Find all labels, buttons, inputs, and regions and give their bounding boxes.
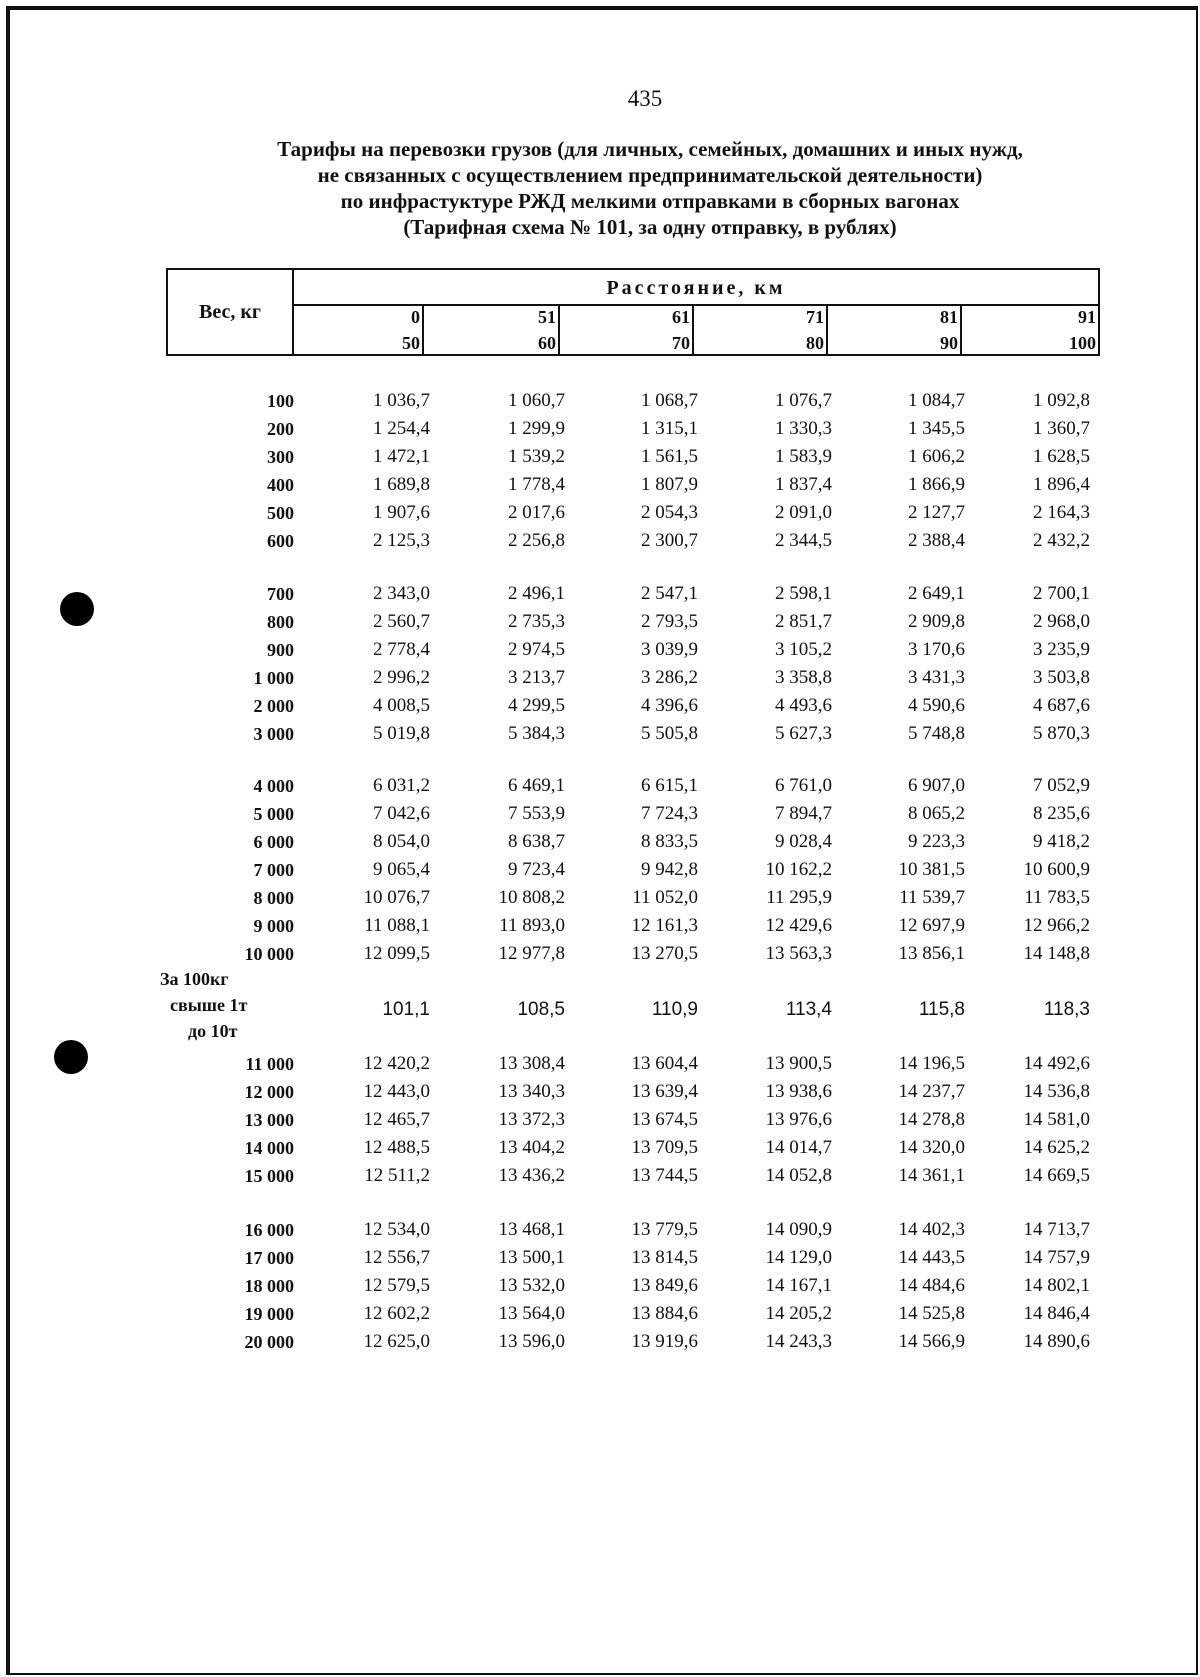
value-cell: 2 344,5 xyxy=(775,530,832,551)
table-row xyxy=(0,387,1200,415)
value-cell: 2 127,7 xyxy=(908,502,965,523)
value-cell: 12 443,0 xyxy=(363,1081,430,1102)
range-to: 90 xyxy=(940,333,958,353)
value-cell: 13 709,5 xyxy=(631,1137,698,1158)
value-cell: 1 360,7 xyxy=(1033,418,1090,439)
value-cell: 14 167,1 xyxy=(765,1275,832,1296)
title-line-2: не связанных с осуществлением предпринимательской деятельности) xyxy=(317,163,983,187)
value-cell: 115,8 xyxy=(918,999,965,1020)
value-cell: 2 974,5 xyxy=(508,639,565,660)
table-row xyxy=(0,1300,1200,1328)
value-cell: 13 270,5 xyxy=(631,943,698,964)
value-cell: 4 590,6 xyxy=(908,695,965,716)
value-cell: 2 560,7 xyxy=(373,611,430,632)
value-cell: 1 299,9 xyxy=(508,418,565,439)
value-cell: 13 900,5 xyxy=(765,1053,832,1074)
value-cell: 3 213,7 xyxy=(508,667,565,688)
value-cell: 108,5 xyxy=(517,999,565,1020)
value-cell: 1 084,7 xyxy=(908,390,965,411)
table-row xyxy=(0,471,1200,499)
value-cell: 14 566,9 xyxy=(898,1331,965,1352)
value-cell: 6 761,0 xyxy=(775,775,832,796)
value-cell: 9 223,3 xyxy=(908,831,965,852)
range-to: 60 xyxy=(538,333,556,353)
table-row xyxy=(0,1244,1200,1272)
value-cell: 12 602,2 xyxy=(363,1303,430,1324)
table-row xyxy=(0,443,1200,471)
value-cell: 14 713,7 xyxy=(1023,1219,1090,1240)
weight-cell: 16 000 xyxy=(244,1220,294,1240)
value-cell: 13 814,5 xyxy=(631,1247,698,1268)
table-row xyxy=(0,884,1200,912)
weight-cell: 400 xyxy=(267,475,294,495)
value-cell: 14 014,7 xyxy=(765,1137,832,1158)
table-row xyxy=(0,1162,1200,1190)
table-row xyxy=(0,415,1200,443)
table-row xyxy=(0,1050,1200,1078)
value-cell: 1 254,4 xyxy=(373,418,430,439)
value-cell: 11 052,0 xyxy=(632,887,698,908)
document-title xyxy=(180,136,1120,240)
value-cell: 1 539,2 xyxy=(508,446,565,467)
value-cell: 14 090,9 xyxy=(765,1219,832,1240)
value-cell: 2 054,3 xyxy=(641,502,698,523)
weight-cell: 12 000 xyxy=(244,1082,294,1102)
table-header xyxy=(166,268,1100,356)
value-cell: 12 625,0 xyxy=(363,1331,430,1352)
table-row xyxy=(0,912,1200,940)
value-cell: 3 039,9 xyxy=(641,639,698,660)
value-cell: 2 547,1 xyxy=(641,583,698,604)
value-cell: 11 295,9 xyxy=(766,887,832,908)
table-row xyxy=(0,636,1200,664)
title-line-1: Тарифы на перевозки грузов (для личных, семейных, домашних и иных нужд, xyxy=(277,137,1023,161)
value-cell: 3 235,9 xyxy=(1033,639,1090,660)
value-cell: 13 919,6 xyxy=(631,1331,698,1352)
value-cell: 4 687,6 xyxy=(1033,695,1090,716)
value-cell: 1 068,7 xyxy=(641,390,698,411)
value-cell: 6 031,2 xyxy=(373,775,430,796)
value-cell: 110,9 xyxy=(651,999,698,1020)
value-cell: 14 361,1 xyxy=(898,1165,965,1186)
value-cell: 14 492,6 xyxy=(1023,1053,1090,1074)
weight-cell: 10 000 xyxy=(244,944,294,964)
value-cell: 2 256,8 xyxy=(508,530,565,551)
value-cell: 11 893,0 xyxy=(499,915,565,936)
range-header-5 xyxy=(962,304,1098,356)
range-from: 71 xyxy=(806,307,824,327)
value-cell: 13 849,6 xyxy=(631,1275,698,1296)
value-cell: 5 019,8 xyxy=(373,723,430,744)
value-cell: 14 237,7 xyxy=(898,1081,965,1102)
value-cell: 1 896,4 xyxy=(1033,474,1090,495)
value-cell: 13 884,6 xyxy=(631,1303,698,1324)
weight-cell: 8 000 xyxy=(253,888,294,908)
value-cell: 12 465,7 xyxy=(363,1109,430,1130)
value-cell: 2 968,0 xyxy=(1033,611,1090,632)
table-row xyxy=(0,940,1200,968)
range-to: 50 xyxy=(402,333,420,353)
value-cell: 14 278,8 xyxy=(898,1109,965,1130)
value-cell: 13 436,2 xyxy=(498,1165,565,1186)
value-cell: 2 598,1 xyxy=(775,583,832,604)
value-cell: 2 909,8 xyxy=(908,611,965,632)
per-100kg-line-3: до 10т xyxy=(188,1021,238,1041)
value-cell: 1 807,9 xyxy=(641,474,698,495)
value-cell: 1 628,5 xyxy=(1033,446,1090,467)
value-cell: 2 778,4 xyxy=(373,639,430,660)
value-cell: 2 700,1 xyxy=(1033,583,1090,604)
value-cell: 14 205,2 xyxy=(765,1303,832,1324)
value-cell: 14 525,8 xyxy=(898,1303,965,1324)
value-cell: 10 381,5 xyxy=(898,859,965,880)
value-cell: 2 735,3 xyxy=(508,611,565,632)
value-cell: 8 235,6 xyxy=(1033,803,1090,824)
value-cell: 9 418,2 xyxy=(1033,831,1090,852)
per-100kg-line-1: За 100кг xyxy=(160,969,229,989)
range-to: 80 xyxy=(806,333,824,353)
value-cell: 14 581,0 xyxy=(1023,1109,1090,1130)
value-cell: 2 851,7 xyxy=(775,611,832,632)
value-cell: 14 243,3 xyxy=(765,1331,832,1352)
value-cell: 13 674,5 xyxy=(631,1109,698,1130)
value-cell: 12 556,7 xyxy=(363,1247,430,1268)
weight-cell: 19 000 xyxy=(244,1304,294,1324)
value-cell: 3 170,6 xyxy=(908,639,965,660)
value-cell: 1 689,8 xyxy=(373,474,430,495)
per-100kg-row xyxy=(0,996,1200,1024)
value-cell: 6 615,1 xyxy=(641,775,698,796)
table-row xyxy=(0,580,1200,608)
value-cell: 1 092,8 xyxy=(1033,390,1090,411)
weight-cell: 300 xyxy=(267,447,294,467)
value-cell: 14 320,0 xyxy=(898,1137,965,1158)
range-header-0 xyxy=(294,304,424,356)
value-cell: 6 907,0 xyxy=(908,775,965,796)
table-row xyxy=(0,828,1200,856)
value-cell: 1 345,5 xyxy=(908,418,965,439)
range-from: 91 xyxy=(1078,307,1096,327)
value-cell: 5 384,3 xyxy=(508,723,565,744)
value-cell: 10 076,7 xyxy=(363,887,430,908)
value-cell: 2 343,0 xyxy=(373,583,430,604)
value-cell: 4 493,6 xyxy=(775,695,832,716)
table-row xyxy=(0,692,1200,720)
value-cell: 2 496,1 xyxy=(508,583,565,604)
distance-header: Расстояние, км xyxy=(294,270,1098,306)
value-cell: 5 748,8 xyxy=(908,723,965,744)
range-from: 0 xyxy=(411,307,420,327)
value-cell: 1 472,1 xyxy=(373,446,430,467)
table-row xyxy=(0,1328,1200,1356)
value-cell: 2 300,7 xyxy=(641,530,698,551)
value-cell: 14 402,3 xyxy=(898,1219,965,1240)
value-cell: 7 042,6 xyxy=(373,803,430,824)
weight-cell: 700 xyxy=(267,584,294,604)
range-header-2 xyxy=(560,304,694,356)
value-cell: 2 017,6 xyxy=(508,502,565,523)
table-row xyxy=(0,1078,1200,1106)
value-cell: 14 846,4 xyxy=(1023,1303,1090,1324)
value-cell: 12 697,9 xyxy=(898,915,965,936)
value-cell: 1 837,4 xyxy=(775,474,832,495)
table-row xyxy=(0,527,1200,555)
value-cell: 13 856,1 xyxy=(898,943,965,964)
value-cell: 7 894,7 xyxy=(775,803,832,824)
value-cell: 13 596,0 xyxy=(498,1331,565,1352)
value-cell: 13 976,6 xyxy=(765,1109,832,1130)
weight-cell: 900 xyxy=(267,640,294,660)
table-row xyxy=(0,608,1200,636)
value-cell: 113,4 xyxy=(785,999,832,1020)
table-row xyxy=(0,1134,1200,1162)
value-cell: 10 808,2 xyxy=(498,887,565,908)
value-cell: 2 091,0 xyxy=(775,502,832,523)
value-cell: 3 105,2 xyxy=(775,639,832,660)
value-cell: 118,3 xyxy=(1043,999,1090,1020)
value-cell: 14 443,5 xyxy=(898,1247,965,1268)
value-cell: 3 358,8 xyxy=(775,667,832,688)
value-cell: 1 866,9 xyxy=(908,474,965,495)
value-cell: 12 099,5 xyxy=(363,943,430,964)
value-cell: 13 404,2 xyxy=(498,1137,565,1158)
weight-cell: 7 000 xyxy=(253,860,294,880)
value-cell: 3 503,8 xyxy=(1033,667,1090,688)
value-cell: 14 669,5 xyxy=(1023,1165,1090,1186)
table-row xyxy=(0,720,1200,748)
weight-cell: 100 xyxy=(267,391,294,411)
value-cell: 10 600,9 xyxy=(1023,859,1090,880)
value-cell: 12 420,2 xyxy=(363,1053,430,1074)
value-cell: 11 088,1 xyxy=(364,915,430,936)
table-row xyxy=(0,800,1200,828)
value-cell: 4 299,5 xyxy=(508,695,565,716)
value-cell: 9 065,4 xyxy=(373,859,430,880)
value-cell: 13 604,4 xyxy=(631,1053,698,1074)
weight-cell: 18 000 xyxy=(244,1276,294,1296)
value-cell: 14 196,5 xyxy=(898,1053,965,1074)
value-cell: 12 511,2 xyxy=(364,1165,430,1186)
weight-cell: 600 xyxy=(267,531,294,551)
value-cell: 13 779,5 xyxy=(631,1219,698,1240)
weight-cell: 3 000 xyxy=(253,724,294,744)
value-cell: 2 793,5 xyxy=(641,611,698,632)
page-number: 435 xyxy=(627,86,663,111)
weight-cell: 11 000 xyxy=(245,1054,294,1074)
value-cell: 3 286,2 xyxy=(641,667,698,688)
weight-cell: 6 000 xyxy=(253,832,294,852)
range-header-1 xyxy=(424,304,560,356)
weight-column-header: Вес, кг xyxy=(168,270,294,354)
value-cell: 2 164,3 xyxy=(1033,502,1090,523)
value-cell: 14 802,1 xyxy=(1023,1275,1090,1296)
value-cell: 1 561,5 xyxy=(641,446,698,467)
value-cell: 13 308,4 xyxy=(498,1053,565,1074)
weight-cell: 15 000 xyxy=(244,1166,294,1186)
value-cell: 14 757,9 xyxy=(1023,1247,1090,1268)
value-cell: 7 553,9 xyxy=(508,803,565,824)
weight-cell: 5 000 xyxy=(253,804,294,824)
weight-cell: 14 000 xyxy=(244,1138,294,1158)
value-cell: 12 977,8 xyxy=(498,943,565,964)
value-cell: 12 966,2 xyxy=(1023,915,1090,936)
value-cell: 2 388,4 xyxy=(908,530,965,551)
value-cell: 5 505,8 xyxy=(641,723,698,744)
range-to: 70 xyxy=(672,333,690,353)
value-cell: 4 008,5 xyxy=(373,695,430,716)
value-cell: 8 054,0 xyxy=(373,831,430,852)
value-cell: 10 162,2 xyxy=(765,859,832,880)
value-cell: 2 432,2 xyxy=(1033,530,1090,551)
value-cell: 2 996,2 xyxy=(373,667,430,688)
table-row xyxy=(0,664,1200,692)
value-cell: 1 076,7 xyxy=(775,390,832,411)
weight-cell: 9 000 xyxy=(253,916,294,936)
title-line-4: (Тарифная схема № 101, за одну отправку, в рублях) xyxy=(403,215,897,239)
value-cell: 8 065,2 xyxy=(908,803,965,824)
range-from: 81 xyxy=(940,307,958,327)
value-cell: 4 396,6 xyxy=(641,695,698,716)
value-cell: 12 161,3 xyxy=(631,915,698,936)
value-cell: 14 052,8 xyxy=(765,1165,832,1186)
range-to: 100 xyxy=(1069,333,1096,353)
value-cell: 9 942,8 xyxy=(641,859,698,880)
weight-cell: 20 000 xyxy=(244,1332,294,1352)
value-cell: 5 627,3 xyxy=(775,723,832,744)
value-cell: 12 534,0 xyxy=(363,1219,430,1240)
table-row xyxy=(0,772,1200,800)
value-cell: 9 028,4 xyxy=(775,831,832,852)
range-header-3 xyxy=(694,304,828,356)
value-cell: 13 564,0 xyxy=(498,1303,565,1324)
value-cell: 1 060,7 xyxy=(508,390,565,411)
title-line-3: по инфрастуктуре РЖД мелкими отправками в сборных вагонах xyxy=(340,189,960,213)
value-cell: 11 783,5 xyxy=(1024,887,1090,908)
weight-cell: 2 000 xyxy=(253,696,294,716)
value-cell: 1 583,9 xyxy=(775,446,832,467)
value-cell: 8 638,7 xyxy=(508,831,565,852)
per-100kg-line-2: свыше 1т xyxy=(170,995,248,1015)
value-cell: 14 129,0 xyxy=(765,1247,832,1268)
weight-cell: 4 000 xyxy=(253,776,294,796)
value-cell: 12 579,5 xyxy=(363,1275,430,1296)
value-cell: 9 723,4 xyxy=(508,859,565,880)
value-cell: 2 649,1 xyxy=(908,583,965,604)
table-row xyxy=(0,856,1200,884)
value-cell: 1 606,2 xyxy=(908,446,965,467)
range-from: 51 xyxy=(538,307,556,327)
value-cell: 14 484,6 xyxy=(898,1275,965,1296)
value-cell: 13 639,4 xyxy=(631,1081,698,1102)
range-header-4 xyxy=(828,304,962,356)
value-cell: 14 625,2 xyxy=(1023,1137,1090,1158)
value-cell: 13 372,3 xyxy=(498,1109,565,1130)
value-cell: 13 468,1 xyxy=(498,1219,565,1240)
value-cell: 1 778,4 xyxy=(508,474,565,495)
weight-cell: 200 xyxy=(267,419,294,439)
value-cell: 13 532,0 xyxy=(498,1275,565,1296)
value-cell: 3 431,3 xyxy=(908,667,965,688)
value-cell: 14 890,6 xyxy=(1023,1331,1090,1352)
table-row xyxy=(0,1106,1200,1134)
value-cell: 14 536,8 xyxy=(1023,1081,1090,1102)
value-cell: 7 724,3 xyxy=(641,803,698,824)
weight-cell: 13 000 xyxy=(244,1110,294,1130)
value-cell: 13 500,1 xyxy=(498,1247,565,1268)
value-cell: 7 052,9 xyxy=(1033,775,1090,796)
value-cell: 8 833,5 xyxy=(641,831,698,852)
value-cell: 14 148,8 xyxy=(1023,943,1090,964)
table-row xyxy=(0,499,1200,527)
weight-cell: 17 000 xyxy=(244,1248,294,1268)
value-cell: 11 539,7 xyxy=(899,887,965,908)
weight-cell: 500 xyxy=(267,503,294,523)
table-row xyxy=(0,1272,1200,1300)
value-cell: 5 870,3 xyxy=(1033,723,1090,744)
value-cell: 101,1 xyxy=(382,999,430,1020)
value-cell: 1 330,3 xyxy=(775,418,832,439)
value-cell: 1 315,1 xyxy=(641,418,698,439)
range-from: 61 xyxy=(672,307,690,327)
weight-cell: 800 xyxy=(267,612,294,632)
weight-cell: 1 000 xyxy=(253,668,294,688)
value-cell: 12 488,5 xyxy=(363,1137,430,1158)
value-cell: 1 036,7 xyxy=(373,390,430,411)
value-cell: 13 938,6 xyxy=(765,1081,832,1102)
value-cell: 13 563,3 xyxy=(765,943,832,964)
value-cell: 1 907,6 xyxy=(373,502,430,523)
table-row xyxy=(0,1216,1200,1244)
value-cell: 6 469,1 xyxy=(508,775,565,796)
value-cell: 12 429,6 xyxy=(765,915,832,936)
value-cell: 13 340,3 xyxy=(498,1081,565,1102)
value-cell: 2 125,3 xyxy=(373,530,430,551)
value-cell: 13 744,5 xyxy=(631,1165,698,1186)
